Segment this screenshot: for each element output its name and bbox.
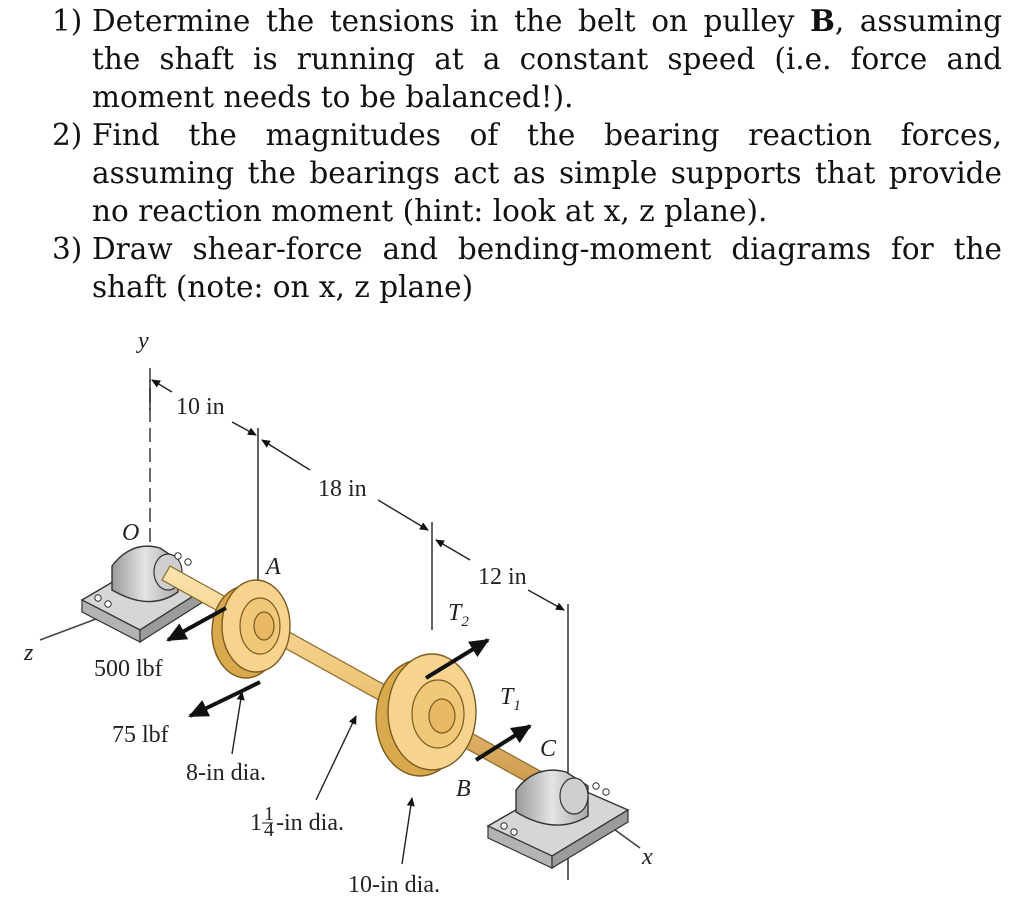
dim-arrow-12in (436, 540, 470, 560)
shaft-figure (0, 320, 1024, 903)
x-axis-label: x (642, 844, 653, 870)
callout-leader (316, 716, 356, 800)
dim-arrow-10in (152, 380, 172, 392)
tension-t2-label (448, 600, 469, 630)
dim-arrow-18in (262, 440, 310, 470)
question-3 (52, 230, 1002, 306)
dim-arrow-12in (528, 590, 564, 610)
z-axis-label: z (24, 640, 34, 666)
dim-18in: 18 in (318, 476, 367, 502)
point-b-label: B (456, 776, 471, 802)
shaft-dia-num: 1 (264, 803, 274, 825)
tension-t1-main: T (500, 684, 514, 710)
tension-t2-sub: 2 (461, 614, 469, 630)
question-number: 2) (52, 118, 83, 152)
tension-t1-sub: 1 (513, 698, 521, 714)
force-500lbf-label: 500 lbf (94, 656, 163, 682)
tension-t2-main: T (448, 600, 462, 626)
question-text: Draw shear-force and bending-moment diagrams for the shaft (note: on x, z plane) (92, 232, 1002, 304)
question-text: Find the magnitudes of the bearing reaction forces, assuming the bearings act as simple supports that provide no reaction moment (hint: look at x, z plane). (92, 118, 1002, 228)
pulley-b-dia-label: 10-in dia. (348, 872, 440, 898)
right-bearing (488, 770, 628, 868)
point-a-label: A (266, 554, 281, 580)
question-text (92, 4, 1002, 114)
force-75lbf-arrow (190, 690, 244, 716)
shaft-dia-unit: -in dia. (276, 810, 344, 836)
callout-leader (232, 692, 242, 754)
tension-t1-label (500, 684, 521, 714)
question-list (52, 2, 1002, 306)
point-c-label: C (540, 736, 557, 762)
dim-arrow-10in (232, 422, 256, 435)
dim-12in: 12 in (478, 564, 527, 590)
shaft-dia-whole: 1 (250, 810, 262, 836)
question-2 (52, 116, 1002, 230)
pulley-a-dia-label: 8-in dia. (186, 760, 266, 786)
pulley-b (376, 654, 476, 776)
question-text-part: , assuming the shaft is running at a constant speed (i.e. force and moment needs to be balanced!). (92, 4, 1002, 114)
force-75lbf-arrow-tail (244, 682, 260, 690)
callout-leader (402, 798, 412, 864)
dim-arrow-18in (378, 500, 428, 530)
y-axis-label: y (138, 328, 149, 354)
pulley-b-ref: B (809, 3, 835, 38)
dim-10in: 10 in (176, 394, 225, 420)
pulley-a (212, 580, 290, 678)
shaft-dia-label (250, 810, 262, 836)
question-number: 1) (52, 4, 83, 38)
question-1 (52, 2, 1002, 116)
origin-label: O (122, 520, 140, 546)
question-text-part: Determine the tensions in the belt on pulley (92, 4, 810, 38)
force-75lbf-label: 75 lbf (112, 722, 169, 748)
question-number: 3) (52, 232, 83, 266)
shaft-dia-den: 4 (264, 819, 274, 841)
